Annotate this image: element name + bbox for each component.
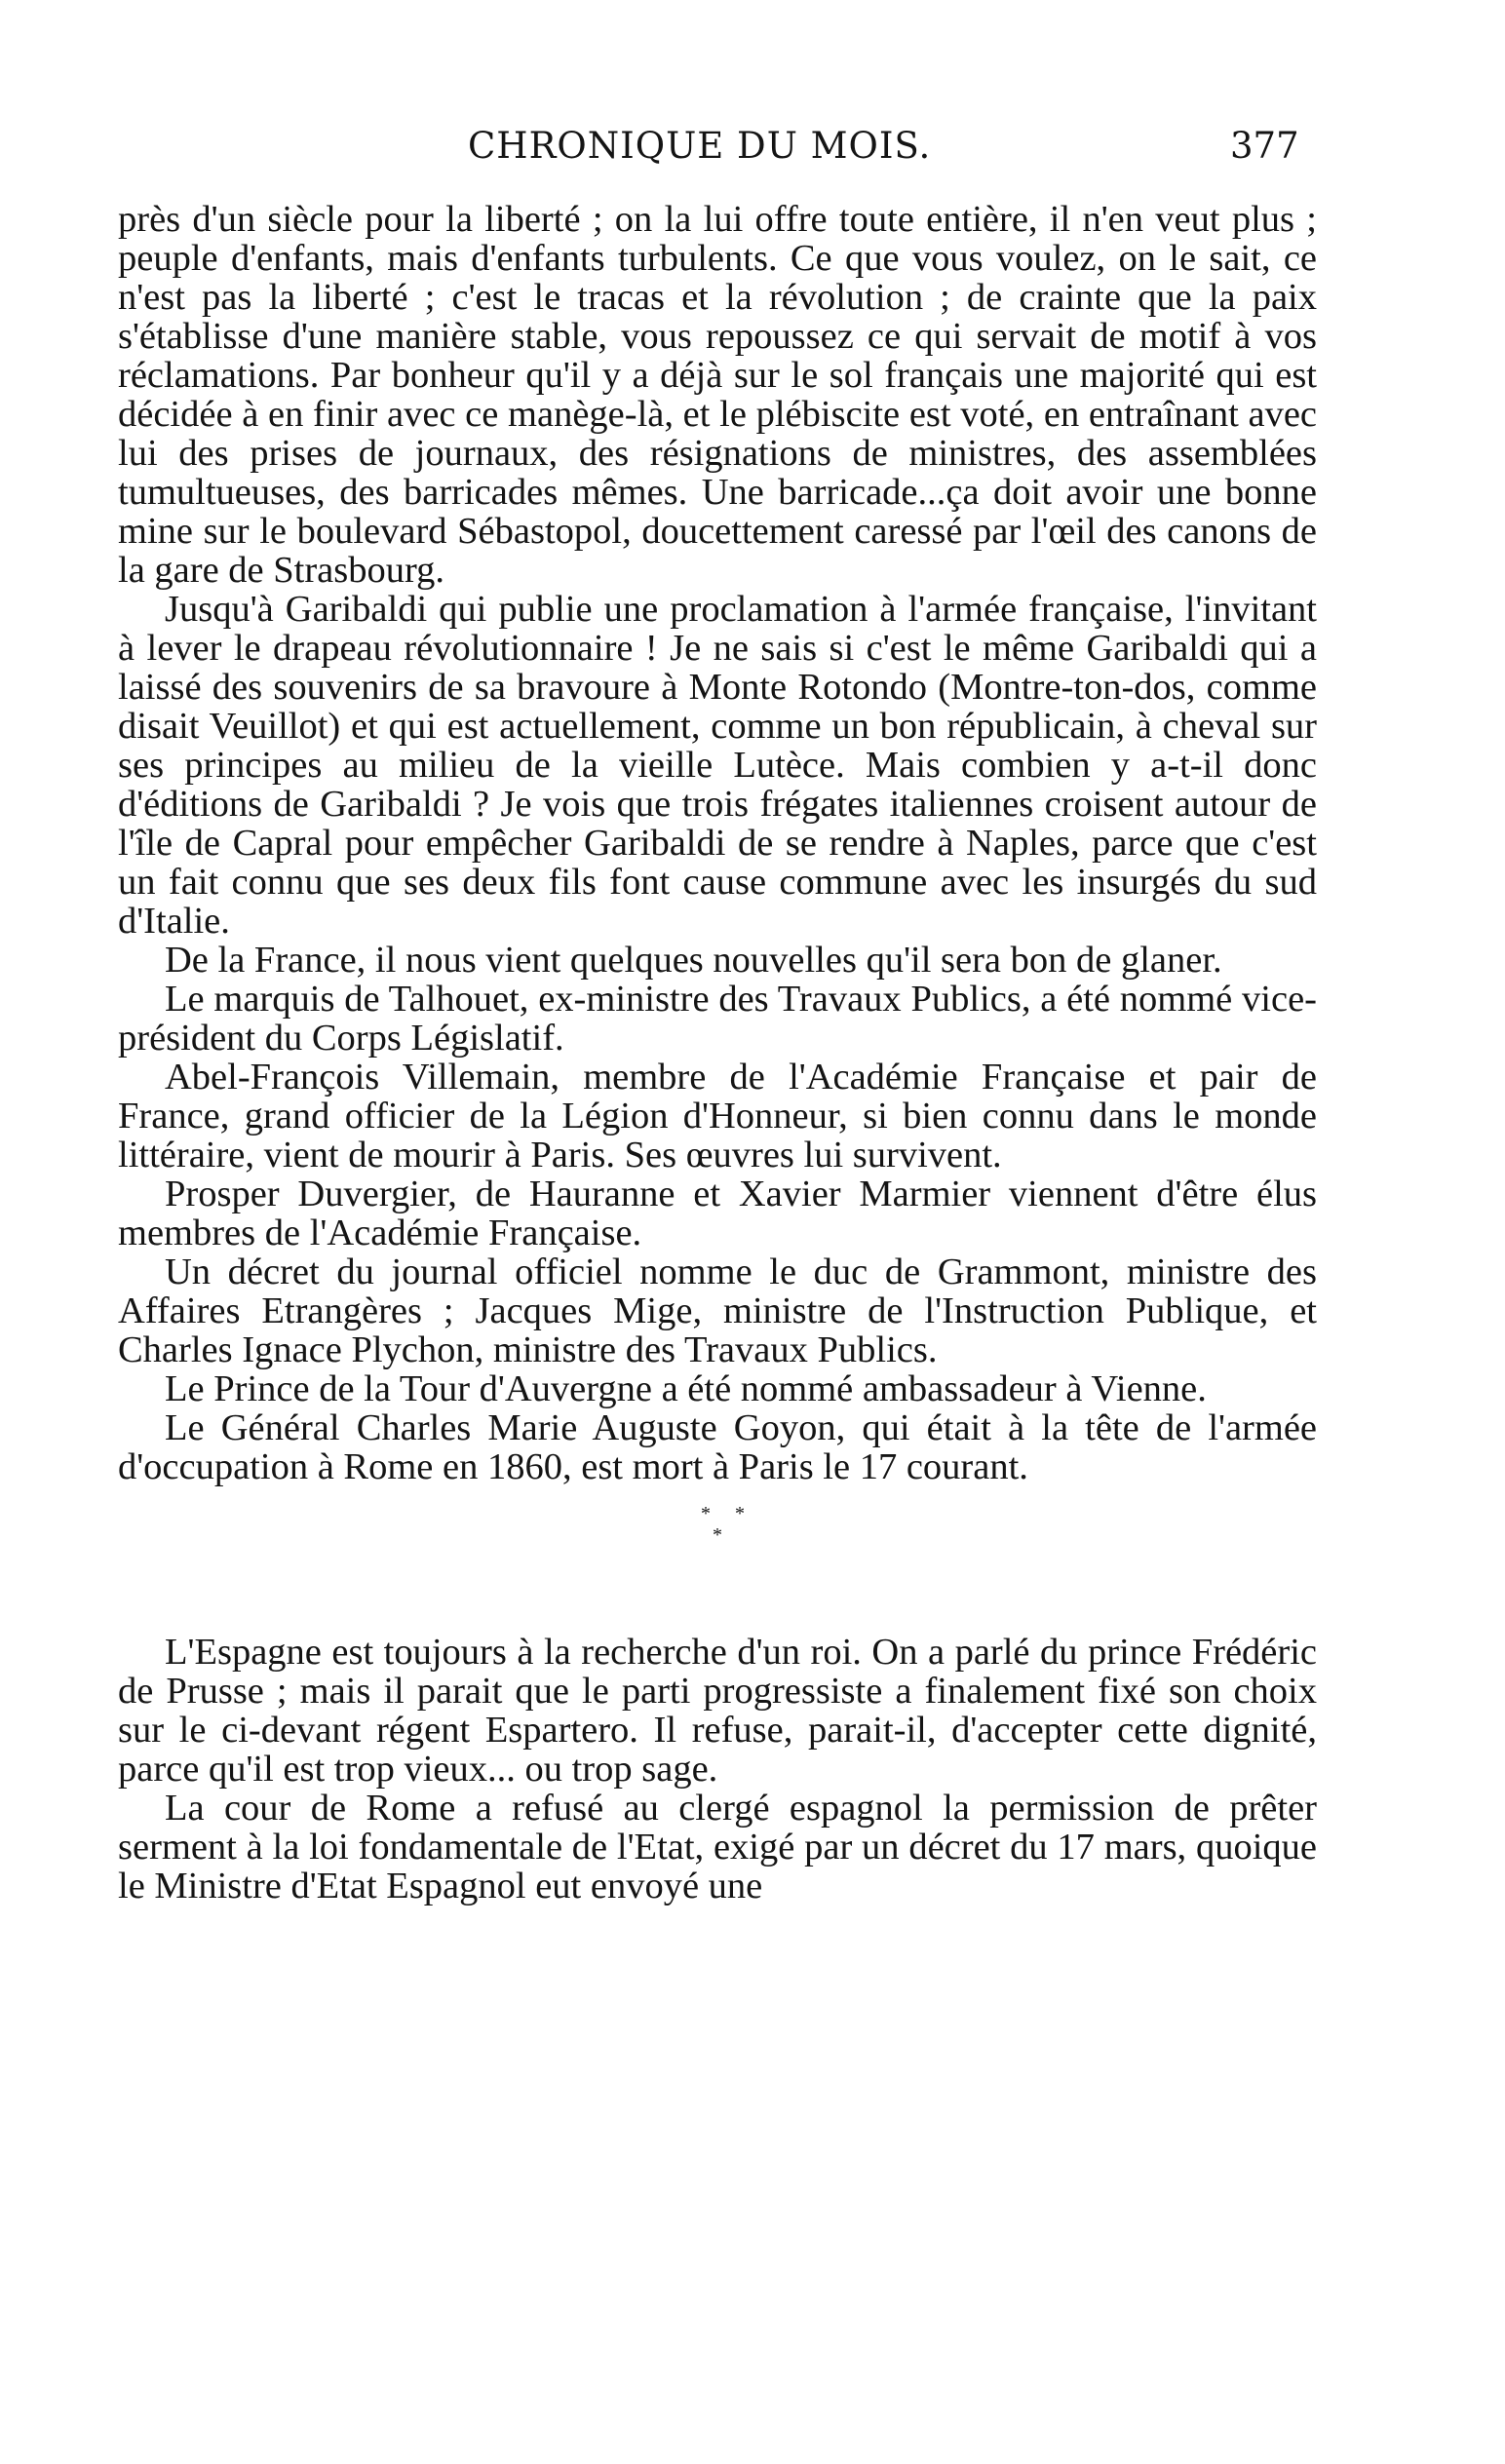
asterism-divider: [118, 1486, 1317, 1633]
paragraph: De la France, il nous vient quelques nouvelles qu'il sera bon de glaner.: [165, 940, 1222, 981]
paragraph: Abel-François Villemain, membre de l'Académie Française et pair de France, grand officier de la Légion d'Honneur, si bien connu dans le monde littéraire, vient de mourir à Paris. Ses œuvres lui survivent.: [118, 1057, 1317, 1175]
body-text: [118, 200, 1317, 1906]
page-number: 377: [1230, 125, 1299, 167]
paragraph: Prosper Duvergier, de Hauranne et Xavier Marmier viennent d'être élus membres de l'Académie Française.: [118, 1174, 1317, 1253]
paragraph: L'Espagne est toujours à la recherche d'un roi. On a parlé du prince Frédéric de Prusse ; mais il parait que le parti progressiste a finalement fixé son choix sur le ci-devant régent Espartero. Il refuse, parait-il, d'accepter cette dignité, parce qu'il est trop vieux... ou trop sage.: [118, 1632, 1317, 1790]
paragraph: Le marquis de Talhouet, ex-ministre des Travaux Publics, a été nommé vice-président du Corps Législatif.: [118, 979, 1317, 1059]
paragraph: Un décret du journal officiel nomme le duc de Grammont, ministre des Affaires Etrangères ; Jacques Mige, ministre de l'Instruction Publique, et Charles Ignace Plychon, ministre des Travaux Publics.: [118, 1251, 1317, 1370]
asterism-bottom: *: [713, 1524, 722, 1546]
paragraph: La cour de Rome a refusé au clergé espagnol la permission de prêter serment à la loi fondamentale de l'Etat, exigé par un décret du 17 mars, quoique le Ministre d'Etat Espagnol eut envoyé une: [118, 1788, 1317, 1906]
paragraph: Le Prince de la Tour d'Auvergne a été nommé ambassadeur à Vienne.: [165, 1368, 1207, 1409]
section-spain: [118, 1633, 1317, 1906]
paragraph: Jusqu'à Garibaldi qui publie une proclamation à l'armée française, l'invitant à lever le drapeau révolutionnaire ! Je ne sais si c'est le même Garibaldi qui a laissé des souvenirs de sa bravoure à Monte Rotondo (Montre-ton-dos, comme disait Veuillot) et qui est actuellement, comme un bon républicain, à cheval sur ses principes au milieu de la vieille Lutèce. Mais combien y a-t-il donc d'éditions de Garibaldi ? Je vois que trois frégates italiennes croisent autour de l'île de Capral pour empêcher Garibaldi de se rendre à Naples, parce que c'est un fait connu que ses deux fils font cause commune avec les insurgés du sud d'Italie.: [118, 589, 1317, 942]
paragraph: près d'un siècle pour la liberté ; on la lui offre toute entière, il n'en veut plus ; peuple d'enfants, mais d'enfants turbulents. Ce que vous voulez, on le sait, ce n'est pas la liberté ; c'est le tracas et la révolution ; de crainte que la paix s'établisse d'une manière stable, vous repoussez ce qui servait de motif à vos réclamations. Par bonheur qu'il y a déjà sur le sol français une majorité qui est décidée à en finir avec ce manège-là, et le plébiscite est voté, en entraînant avec lui des prises de journaux, des résignations de ministres, des assemblées tumultueuses, des barricades mêmes. Une barricade...ça doit avoir une bonne mine sur le boulevard Sébastopol, doucettement caressé par l'œil des canons de la gare de Strasbourg.: [118, 199, 1317, 591]
running-title: CHRONIQUE DU MOIS.: [468, 125, 932, 167]
paragraph: Le Général Charles Marie Auguste Goyon, qui était à la tête de l'armée d'occupation à Rome en 1860, est mort à Paris le 17 courant.: [118, 1407, 1317, 1487]
asterism-top: * *: [701, 1503, 754, 1524]
running-head: [117, 117, 1306, 175]
